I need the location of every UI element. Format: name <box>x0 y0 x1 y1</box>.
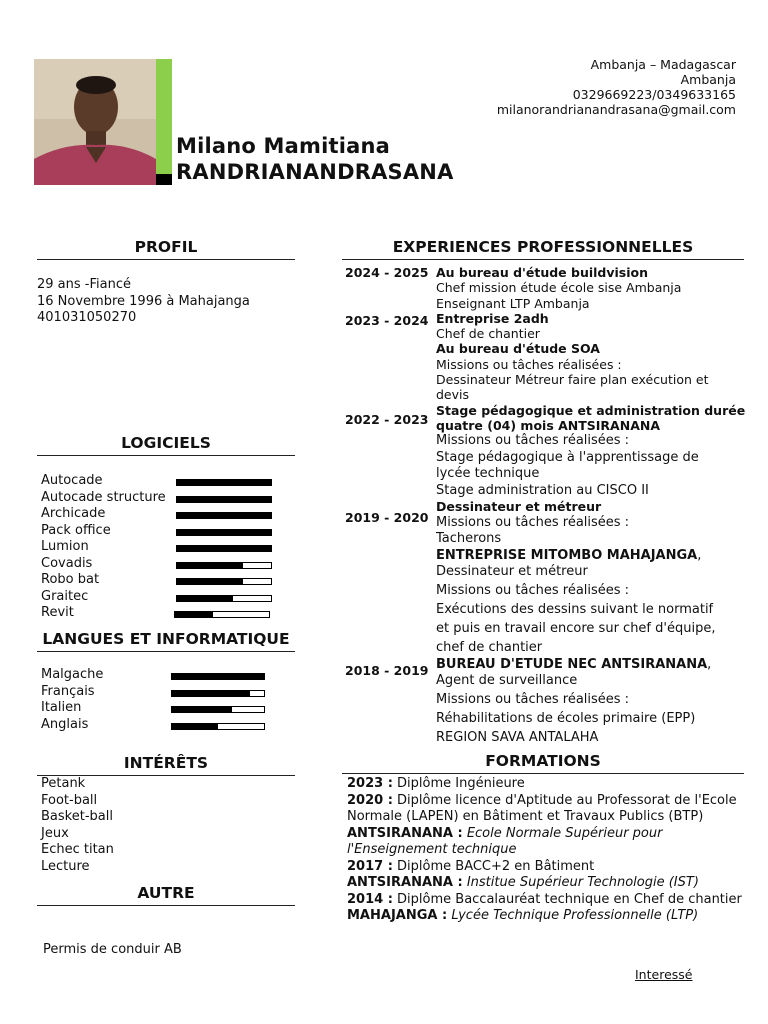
address-line1: Ambanja – Madagascar <box>590 57 736 72</box>
exp-line: Chef de chantier <box>436 326 540 342</box>
exp-line: Agent de surveillance <box>436 673 578 689</box>
exp-line: Missions ou tâches réalisées : <box>436 582 630 598</box>
formations-title: FORMATIONS <box>342 752 744 774</box>
experience-details <box>436 265 745 747</box>
exp-company: Dessinateur et métreur <box>436 499 602 515</box>
language-bar <box>171 706 265 713</box>
profil-title: PROFIL <box>37 238 295 260</box>
formation-text: Diplôme licence d'Aptitude au Professorat de l'Ecole Normale (LAPEN) en Bâtiment et Travaux Publics (BTP) <box>347 792 737 824</box>
exp-line: devis <box>436 387 470 403</box>
language-fill <box>172 724 218 729</box>
formation-text: Lycée Technique Professionnelle (LTP) <box>447 908 699 923</box>
profil-line: 29 ans -Fiancé <box>37 277 131 292</box>
exp-year: 2019 - 2020 <box>345 510 429 525</box>
skill-bar <box>176 578 272 585</box>
formation-text: Institue Supérieur Technologie (IST) <box>462 875 699 890</box>
exp-comma: , <box>697 547 702 563</box>
exp-line: Stage administration au CISCO II <box>436 482 649 498</box>
interest-item: Echec titan <box>41 842 114 857</box>
exp-line: Chef mission étude école sise Ambanja <box>436 280 682 296</box>
language-fill <box>172 674 264 679</box>
interets-title: INTÉRÊTS <box>37 754 295 776</box>
skill-fill <box>177 497 271 502</box>
language-row <box>41 717 281 734</box>
language-bar <box>171 690 265 697</box>
skill-name: Lumion <box>41 539 89 554</box>
skill-row <box>41 490 281 507</box>
exp-line: Dessinateur et métreur <box>436 564 588 580</box>
skill-fill <box>177 579 243 584</box>
exp-line: Réhabilitations de écoles primaire (EPP) <box>436 710 696 726</box>
skill-bar <box>176 595 272 602</box>
profil-section <box>37 277 250 327</box>
formation-item <box>347 776 742 793</box>
exp-year: 2018 - 2019 <box>345 663 429 678</box>
logiciels-list <box>41 473 281 622</box>
exp-line: Dessinateur Métreur faire plan exécution et <box>436 372 709 388</box>
skill-row <box>41 556 281 573</box>
language-name: Anglais <box>41 716 89 732</box>
formation-item <box>347 859 742 876</box>
formation-item <box>347 793 742 826</box>
formation-text: Diplôme BACC+2 en Bâtiment <box>392 858 595 874</box>
last-name: RANDRIANANDRASANA <box>176 160 454 184</box>
accent-block <box>156 174 172 185</box>
language-row <box>41 667 281 684</box>
exp-line: chef de chantier <box>436 639 543 655</box>
interest-item: Lecture <box>41 858 90 874</box>
exp-company: Entreprise 2adh <box>436 310 549 326</box>
skill-fill <box>177 513 271 518</box>
exp-year: 2022 - 2023 <box>345 412 429 427</box>
formation-item <box>347 875 742 892</box>
skill-bar <box>176 479 272 486</box>
interets-list <box>41 776 114 875</box>
profil-line: 16 Novembre 1996 à Mahajanga <box>37 293 250 309</box>
langues-title: LANGUES ET INFORMATIQUE <box>37 630 295 652</box>
interest-item: Jeux <box>41 825 69 841</box>
exp-line: Stage pédagogique à l'apprentissage de <box>436 449 699 465</box>
autre-title: AUTRE <box>37 884 295 906</box>
language-fill <box>172 691 250 696</box>
skill-fill <box>177 480 271 485</box>
formation-text: Ecole Normale Supérieur pour l'Enseignement technique <box>347 825 663 857</box>
formation-year: 2017 : <box>347 858 393 874</box>
exp-line: Missions ou tâches réalisées : <box>436 691 630 707</box>
skill-bar <box>174 611 270 618</box>
exp-company-line <box>436 657 745 674</box>
language-row <box>41 684 281 701</box>
logiciels-title: LOGICIELS <box>37 434 295 456</box>
skill-row <box>41 523 281 540</box>
profil-line: 401031050270 <box>37 310 137 325</box>
language-fill <box>172 707 232 712</box>
skill-name: Pack office <box>41 522 111 538</box>
skill-name: Autocade structure <box>41 489 166 505</box>
interesse-link[interactable]: Interessé <box>635 967 693 982</box>
exp-year: 2023 - 2024 <box>345 313 429 328</box>
phone: 0329669223/0349633165 <box>572 87 736 102</box>
exp-line: Missions ou tâches réalisées : <box>436 514 630 530</box>
accent-bar <box>156 59 172 174</box>
interest-item: Foot-ball <box>41 792 98 808</box>
exp-line: Exécutions des dessins suivant le normatif <box>436 601 714 617</box>
formation-item <box>347 908 742 925</box>
exp-company: BUREAU D'ETUDE NEC ANTSIRANANA <box>436 656 708 672</box>
formation-year: 2014 : <box>347 891 393 907</box>
exp-company: Stage pédagogique et administration durée <box>436 402 746 418</box>
language-row <box>41 700 281 717</box>
skill-row <box>41 605 281 622</box>
skill-bar <box>176 496 272 503</box>
skill-bar <box>176 545 272 552</box>
formation-year: 2023 : <box>347 776 393 791</box>
exp-company: Au bureau d'étude buildvision <box>436 265 649 280</box>
portrait-image <box>34 59 156 185</box>
skill-row <box>41 572 281 589</box>
exp-line: Enseignant LTP Ambanja <box>436 295 590 311</box>
skill-name: Revit <box>41 605 74 620</box>
experiences-title: EXPERIENCES PROFESSIONNELLES <box>342 238 744 260</box>
skill-name: Graitec <box>41 588 89 604</box>
skill-name: Robo bat <box>41 572 100 587</box>
formations-list <box>347 776 742 925</box>
skill-bar <box>176 512 272 519</box>
language-name: Français <box>41 683 95 699</box>
exp-comma: , <box>707 656 712 672</box>
exp-line: et puis en travail encore sur chef d'équipe, <box>436 620 716 636</box>
skill-row <box>41 506 281 523</box>
formation-item <box>347 892 742 909</box>
skill-name: Covadis <box>41 555 93 571</box>
profile-photo <box>34 59 156 185</box>
language-name: Italien <box>41 700 82 715</box>
first-name: Milano Mamitiana <box>176 134 391 158</box>
skill-fill <box>177 546 271 551</box>
langues-list <box>41 667 281 733</box>
skill-name: Autocade <box>41 473 103 488</box>
exp-company: ENTREPRISE MITOMBO MAHAJANGA <box>436 547 698 563</box>
contact-block <box>497 57 736 117</box>
language-name: Malgache <box>41 667 104 682</box>
exp-year: 2024 - 2025 <box>345 265 429 280</box>
exp-line: REGION SAVA ANTALAHA <box>436 729 599 745</box>
exp-company-line <box>436 548 745 565</box>
autre-text: Permis de conduir AB <box>43 942 182 957</box>
skill-fill <box>177 530 271 535</box>
language-bar <box>171 673 265 680</box>
address-line2: Ambanja <box>680 72 736 87</box>
skill-bar <box>176 562 272 569</box>
exp-line: Tacherons <box>436 531 502 547</box>
skill-fill <box>177 596 233 601</box>
skill-bar <box>176 529 272 536</box>
candidate-name <box>176 133 454 185</box>
email[interactable]: milanorandrianandrasana@gmail.com <box>496 102 736 117</box>
formation-text: Diplôme Baccalauréat technique en Chef de chantier <box>392 891 742 907</box>
skill-name: Archicade <box>41 506 106 521</box>
formation-item <box>347 826 742 859</box>
formation-place: ANTSIRANANA : <box>347 825 463 841</box>
formation-text: Diplôme Ingénieure <box>392 776 525 791</box>
skill-row <box>41 589 281 606</box>
exp-line: Missions ou tâches réalisées : <box>436 433 630 449</box>
exp-line: Missions ou tâches réalisées : <box>436 356 622 372</box>
formation-place: MAHAJANGA : <box>347 908 448 923</box>
skill-fill <box>175 612 213 617</box>
exp-company: Au bureau d'étude SOA <box>436 341 600 357</box>
exp-company: quatre (04) mois ANTSIRANANA <box>436 417 660 433</box>
skill-fill <box>177 563 243 568</box>
formation-place: ANTSIRANANA : <box>347 875 463 890</box>
formation-year: 2020 : <box>347 792 393 808</box>
exp-line: lycée technique <box>436 466 540 482</box>
interest-item: Basket-ball <box>41 809 113 824</box>
skill-row <box>41 473 281 490</box>
interest-item: Petank <box>41 776 86 791</box>
skill-row <box>41 539 281 556</box>
language-bar <box>171 723 265 730</box>
